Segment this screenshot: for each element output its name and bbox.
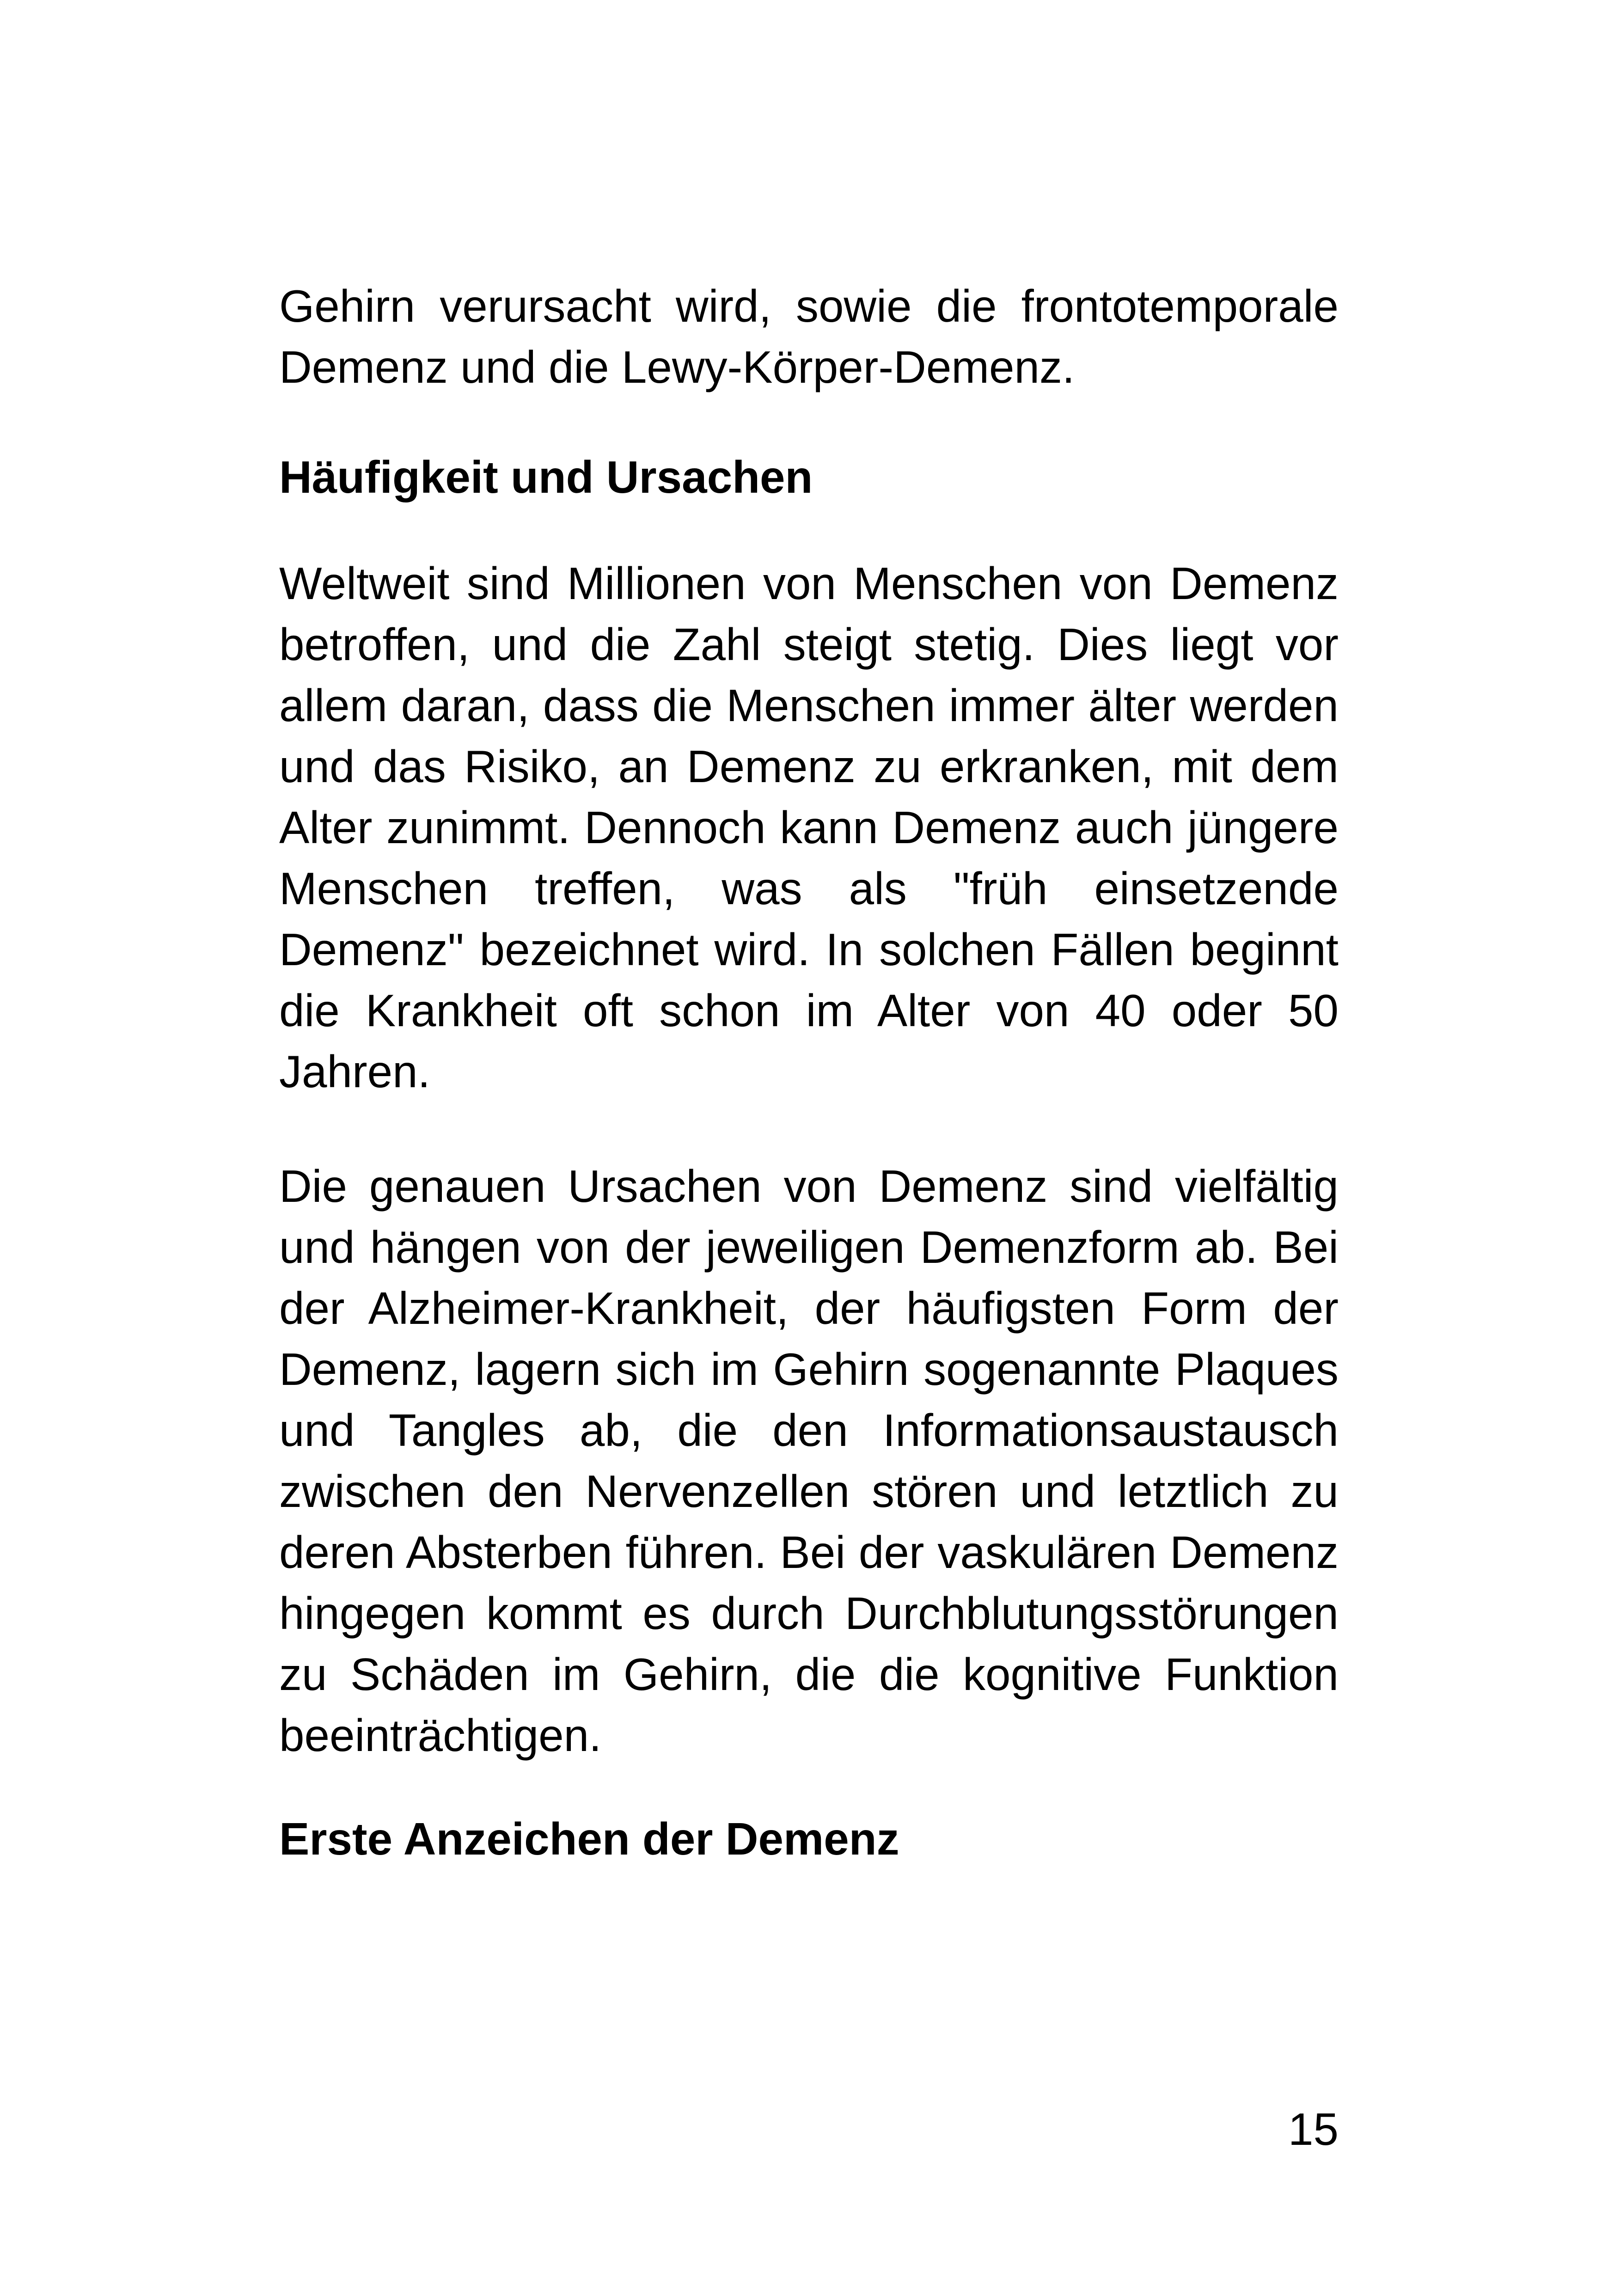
paragraph-intro: Gehirn verursacht wird, sowie die frontotemporale Demenz und die Lewy-Körper-Demenz. (279, 281, 1339, 392)
section-heading-haeufigkeit: Häufigkeit und Ursachen (279, 452, 813, 502)
paragraph-weltweit: Weltweit sind Millionen von Menschen von Demenz betroffen, und die Zahl steigt stetig. Dies liegt vor allem daran, dass die Menschen immer älter werden und das Risiko, an Demenz zu erkranken, mit dem Alter zunimmt. Dennoch kann Demenz auch jüngere Menschen treffen, was als "früh einsetzende Demenz" bezeichnet wird. In solchen Fällen beginnt die Krankheit oft schon im Alter von 40 oder 50 Jahren. (279, 558, 1339, 1097)
section-heading-anzeichen: Erste Anzeichen der Demenz (279, 1813, 899, 1864)
paragraph-ursachen: Die genauen Ursachen von Demenz sind vielfältig und hängen von der jeweiligen Demenzform ab. Bei der Alzheimer-Krankheit, der häufigsten Form der Demenz, lagern sich im Gehirn sogenannte Plaques und Tangles ab, die den Informationsaustausch zwischen den Nervenzellen stören und letztlich zu deren Absterben führen. Bei der vaskulären Demenz hingegen kommt es durch Durchblutungsstörungen zu Schäden im Gehirn, die die kognitive Funktion beeinträchtigen. (279, 1161, 1339, 1761)
page-number: 15 (1288, 2104, 1339, 2155)
